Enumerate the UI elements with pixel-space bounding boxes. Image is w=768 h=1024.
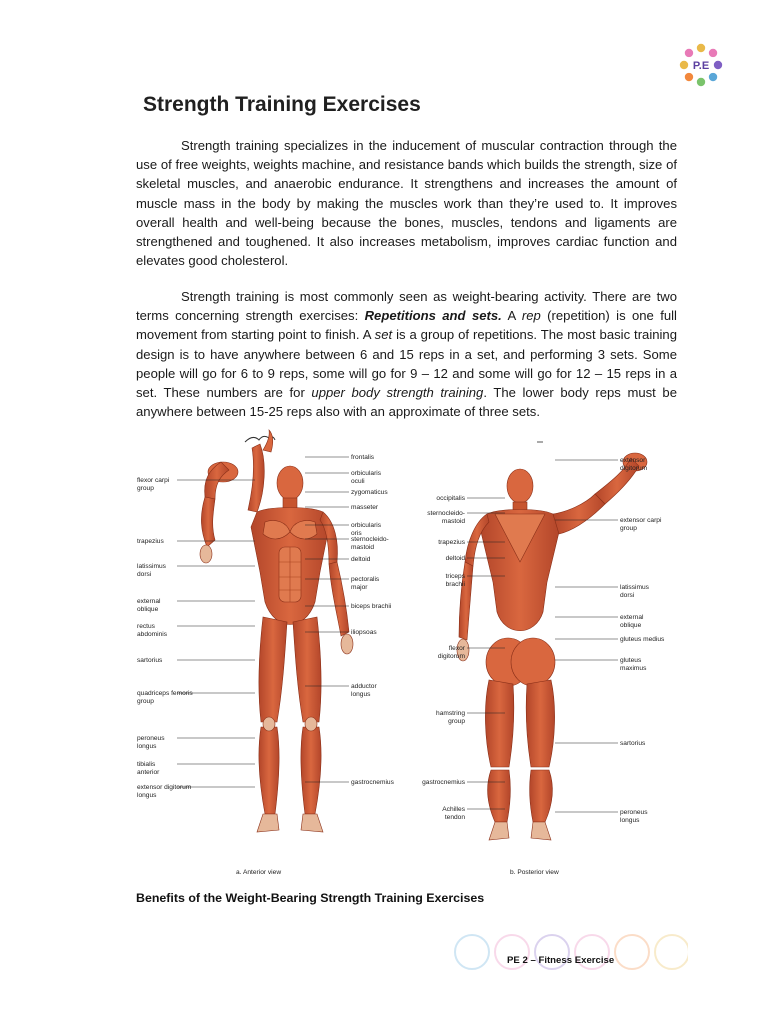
logo-dot	[714, 61, 722, 69]
page-title: Strength Training Exercises	[143, 93, 421, 116]
anterior-left-label: latissimus dorsi	[137, 563, 166, 578]
anterior-left-label: peroneus longus	[137, 735, 165, 750]
anterior-right-label: deltoid	[351, 556, 371, 563]
anterior-caption: a. Anterior view	[236, 869, 282, 876]
anterior-left-label: tibialis anterior	[137, 761, 160, 776]
posterior-left-label: gastrocnemius	[422, 779, 465, 786]
anterior-right-label: gastrocnemius	[351, 779, 394, 786]
posterior-right-label: peroneus longus	[620, 809, 648, 824]
anterior-body-illustration	[200, 430, 353, 832]
anterior-left-label: flexor carpi group	[137, 477, 170, 492]
anterior-left-label: trapezius	[137, 538, 164, 545]
anterior-right-label: biceps brachii	[351, 603, 392, 610]
logo-dot	[697, 44, 705, 52]
term-rep: rep	[521, 308, 541, 324]
anterior-right-label: sternocleido-mastoid	[351, 536, 389, 551]
posterior-right-label: sartorius	[620, 740, 646, 747]
posterior-left-label: triceps brachii	[445, 573, 465, 588]
logo-dot	[709, 49, 717, 57]
logo-dot	[709, 73, 717, 81]
benefits-subheading: Benefits of the Weight-Bearing Strength Training Exercises	[136, 891, 485, 905]
term-upper-body: upper body strength training	[311, 385, 484, 401]
logo-dot	[685, 49, 693, 57]
posterior-left-label: occipitalis	[436, 495, 465, 502]
anterior-right-label: frontalis	[351, 454, 375, 461]
pe-logo-icon	[678, 42, 724, 88]
anterior-right-label: orbicularis oris	[351, 522, 382, 537]
posterior-right-label: extensor carpi group	[620, 517, 662, 532]
posterior-right-label: gluteus maximus	[620, 657, 647, 672]
anterior-right-label: pectoralis major	[351, 576, 380, 591]
posterior-right-label: latissimus dorsi	[620, 584, 649, 599]
posterior-left-label: Achilles tendon	[442, 806, 465, 821]
logo-dot	[680, 61, 688, 69]
posterior-left-label: sternocleido-mastoid	[427, 510, 465, 525]
logo-text: P.E	[692, 60, 710, 72]
anterior-right-label: masseter	[351, 504, 379, 511]
posterior-left-label: hamstring group	[436, 710, 465, 725]
anterior-left-label: sartorius	[137, 657, 163, 664]
anterior-left-label: extensor digitorum longus	[137, 784, 192, 799]
posterior-left-label: trapezius	[438, 539, 465, 546]
paragraph-strength-training: Strength training specializes in the inducement of muscular contraction through the use of free weights, weights machine, and resistance bands which builds the strength, size of skeletal muscles, and anaerobic endurance. It strengthens and increases the amount of muscle mass in the body by making the muscles work than they’re used to. It improves overall health and well-being because the bones, muscles, tendons and ligaments are strengthened and toughened. It also increases metabolism, improves cardiac function and elevates good cholesterol.	[136, 138, 677, 269]
p2-text-2: A	[501, 308, 522, 324]
posterior-left-label: deltoid	[445, 555, 465, 562]
posterior-caption: b. Posterior view	[510, 869, 559, 876]
p2-text-1: Strength training is most commonly seen as weight-bearing activity. There are two terms concerning strength exercises:	[136, 289, 677, 324]
p2-text-3: (repetition) is one full movement from starting point to finish. A	[136, 308, 677, 343]
posterior-right-label: gluteus medius	[620, 636, 665, 643]
logo-dot	[697, 78, 705, 86]
anterior-left-label: rectus abdominis	[137, 623, 168, 638]
posterior-left-label: flexor digitorum	[437, 645, 465, 660]
anterior-right-label: adductor longus	[351, 683, 377, 698]
p2-text-5: . The lower body reps must be anywhere between 15-25 reps also with an approximate of three sets.	[136, 385, 677, 420]
muscle-anatomy-figure	[115, 422, 683, 884]
posterior-right-label: external oblique	[620, 614, 644, 629]
logo-dot	[685, 73, 693, 81]
anterior-left-label: external oblique	[137, 598, 161, 613]
anterior-left-label: quadriceps femoris group	[137, 690, 193, 705]
p2-text-4: is a group of repetitions. The most basic training design is to have anywhere between 6 and 15 reps in a set, and performing 3 sets. Some people will go for 6 to 9 reps, some will go for 9 – 12 and some will go for 12 – 15 reps in a set. These numbers are for	[136, 327, 677, 401]
posterior-right-label: extensor digitorum	[620, 457, 648, 472]
term-set: set	[374, 327, 393, 343]
paragraph-reps-and-sets	[136, 287, 677, 421]
footer-text: PE 2 – Fitness Exercise	[507, 955, 615, 966]
anterior-right-label: iliopsoas	[351, 629, 377, 636]
term-repetitions-and-sets: Repetitions and sets.	[364, 308, 502, 324]
anterior-right-label: orbicularis oculi	[351, 470, 382, 485]
anterior-right-label: zygomaticus	[351, 489, 388, 496]
